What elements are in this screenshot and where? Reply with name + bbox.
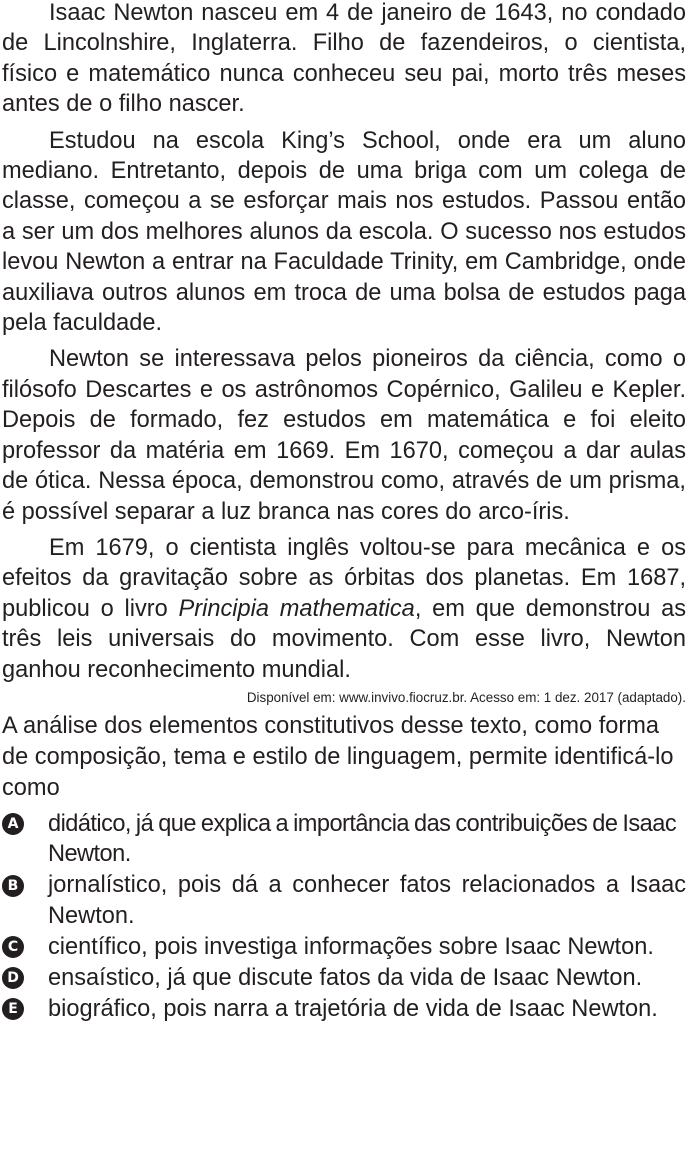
- paragraph-text: , em que demonstrou as três leis universais do movimento. Com esse livro, Newton ganhou reconhecimento mundial.: [2, 595, 686, 683]
- option-c-text: científico, pois investiga informações sobre Isaac Newton.: [48, 933, 654, 960]
- passage-paragraph-4: [2, 533, 686, 685]
- option-d[interactable]: [2, 963, 686, 993]
- option-a[interactable]: [2, 809, 686, 870]
- option-letter-d-badge: D: [2, 967, 24, 989]
- exam-page: [2, 0, 686, 1025]
- option-letter-e-badge: E: [2, 998, 24, 1020]
- passage-paragraph-3: [2, 344, 686, 526]
- option-b[interactable]: [2, 870, 686, 931]
- option-c[interactable]: [2, 932, 686, 962]
- paragraph-text: Newton se interessava pelos pioneiros da ciência, como o filósofo Descartes e os astrônomos Copérnico, Galileu e Kepler. Depois de formado, fez estudos em matemática e foi eleito professor da matéria em 1669. Em 1670, começou a dar aulas de ótica. Nessa época, demonstrou como, através de um prisma, é possível separar a luz branca nas cores do arco-íris.: [2, 346, 686, 525]
- option-e[interactable]: [2, 994, 686, 1024]
- paragraph-text: Isaac Newton nasceu em 4 de janeiro de 1643, no condado de Lincolnshire, Inglaterra. Filho de fazendeiros, o cientista, físico e matemático nunca conheceu seu pai, morto três meses antes de o filho nascer.: [2, 0, 686, 118]
- book-title: Principia mathematica: [178, 595, 415, 622]
- option-letter-b-badge: B: [2, 875, 24, 897]
- paragraph-text: Estudou na escola King’s School, onde era um aluno mediano. Entretanto, depois de uma briga com um colega de classe, começou a se esforçar mais nos estudos. Passou então a ser um dos melhores alunos da escola. O sucesso nos estudos levou Newton a entrar na Faculdade Trinity, em Cambridge, onde auxiliava outros alunos em troca de uma bolsa de estudos paga pela faculdade.: [2, 127, 686, 337]
- passage-paragraph-1: [2, 0, 686, 120]
- text-passage: [2, 0, 686, 685]
- question-stem: A análise dos elementos constitutivos desse texto, como forma de composição, tema e estilo de linguagem, permite identificá-lo como: [2, 712, 674, 801]
- option-b-text: jornalístico, pois dá a conhecer fatos relacionados a Isaac Newton.: [48, 872, 686, 929]
- option-d-text: ensaístico, já que discute fatos da vida de Isaac Newton.: [48, 964, 643, 991]
- option-letter-c-badge: C: [2, 936, 24, 958]
- option-a-text: didático, já que explica a importância das contribuições de Isaac Newton.: [48, 810, 677, 868]
- option-letter-a-badge: A: [2, 813, 24, 835]
- passage-paragraph-2: [2, 126, 686, 339]
- paragraph-text: Em 1679, o cientista inglês voltou-se para mecânica e os efeitos da gravitação sobre as órbitas dos planetas. Em 1687, publicou o livro: [2, 534, 686, 622]
- option-e-text: biográfico, pois narra a trajetória de vida de Isaac Newton.: [48, 995, 658, 1022]
- source-citation: Disponível em: www.invivo.fiocruz.br. Acesso em: 1 dez. 2017 (adaptado).: [246, 689, 686, 705]
- answer-options: [2, 809, 686, 1024]
